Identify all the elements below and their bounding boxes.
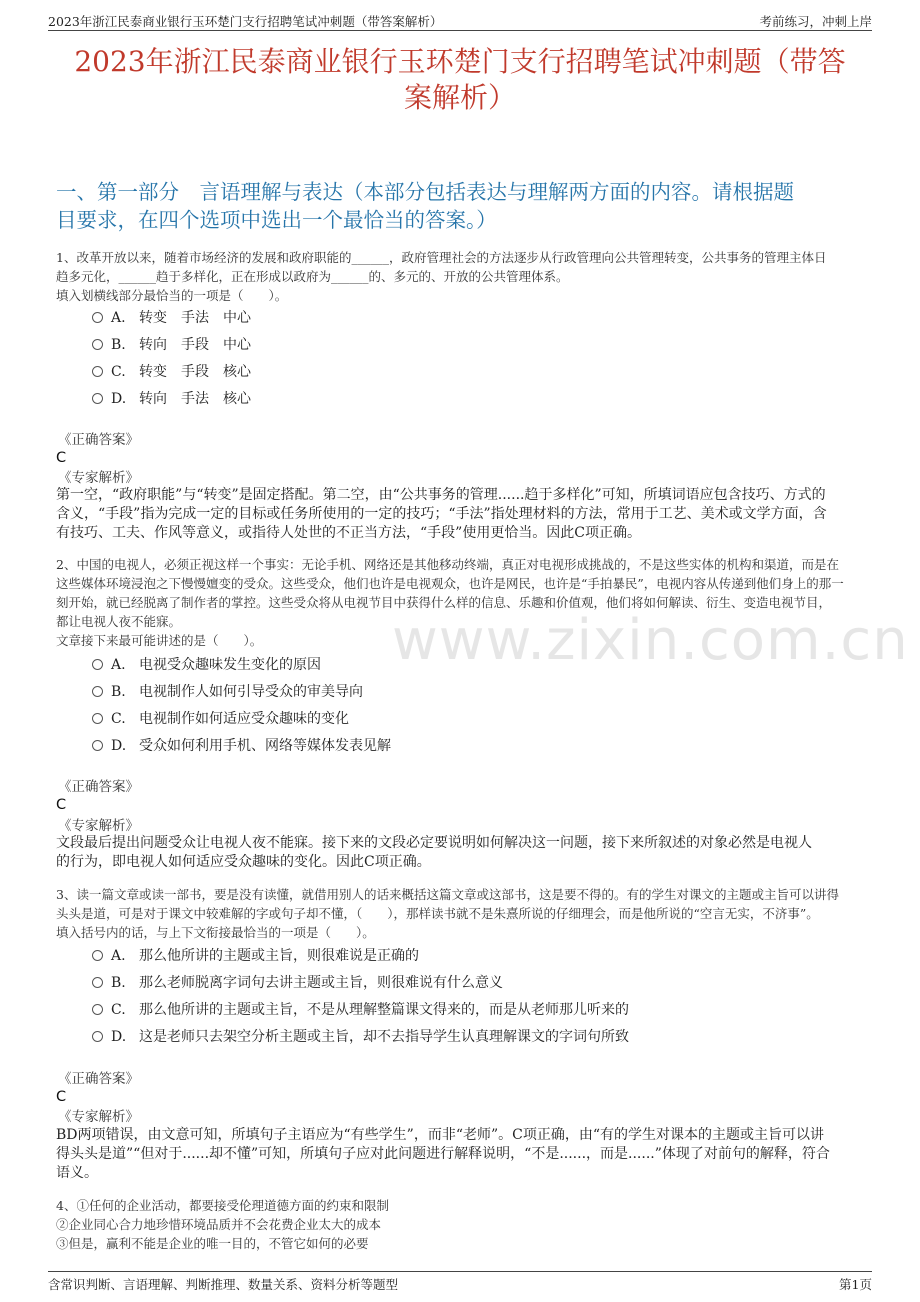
analysis-line: BD两项错误，由文意可知，所填句子主语应为“有些学生”，而非“老师”。C项正确，由“有的学生对课本的主题或主旨可以讲 [56, 1127, 825, 1143]
q2-line: 2、中国的电视人，必须正视这样一个事实：无论手机、网络还是其他移动终端，真正对电视形成挑战的，不是这些实体的机构和渠道，而是在 [56, 557, 839, 572]
radio-icon[interactable] [92, 740, 103, 751]
option-letter: A. [111, 310, 126, 326]
q4-line: 4、①任何的企业活动，都要接受伦理道德方面的约束和限制 [56, 1198, 389, 1213]
q1-line: 填入划横线部分最恰当的一项是（ ）。 [56, 288, 288, 303]
q3-line: 头头是道，可是对于课文中较难解的字或句子却不懂，（ ），那样读书就不是朱熹所说的仔细理会，而是他所说的“空言无实，不济事”。 [56, 906, 819, 921]
q1-line: 1、改革开放以来，随着市场经济的发展和政府职能的______，政府管理社会的方法逐步从行政管理向公共管理转变，公共事务的管理主体日 [56, 250, 827, 265]
q3-option-b[interactable] [92, 973, 503, 993]
q3-option-a[interactable] [92, 946, 419, 966]
q1-option-b[interactable] [92, 335, 251, 355]
option-letter: D. [111, 738, 127, 754]
q3-analysis-label: 《专家解析》 [58, 1109, 139, 1125]
section-line-2: 目要求，在四个选项中选出一个最恰当的答案。） [56, 208, 497, 232]
footer-topics: 含常识判断、言语理解、判断推理、数量关系、资料分析等题型 [48, 1277, 399, 1292]
q1-answer-label: 《正确答案》 [58, 432, 139, 448]
q3-option-d[interactable] [92, 1027, 629, 1047]
q2-line: 刻开始，就已经脱离了制作者的掌控。这些受众将从电视节目中获得什么样的信息、乐趣和价值观，他们将如何解读、衍生、变造电视节目， [56, 595, 832, 610]
question-2-stem [56, 555, 872, 650]
q3-answer: C [56, 1089, 67, 1105]
option-letter: C. [111, 711, 126, 727]
page-number: 第1页 [839, 1277, 872, 1292]
q3-analysis [56, 1126, 860, 1183]
q1-option-d[interactable] [92, 389, 251, 409]
radio-icon[interactable] [92, 977, 103, 988]
option-letter: B. [111, 337, 126, 353]
analysis-line: 文段最后提出问题受众让电视人夜不能寐。接下来的文段必定要说明如何解决这一问题，接下来所叙述的对象必然是电视人 [56, 835, 812, 851]
q3-line: 填入括号内的话，与上下文衔接最恰当的一项是（ ）。 [56, 925, 375, 940]
option-text: 转向 手段 中心 [139, 337, 251, 353]
q2-answer: C [56, 797, 67, 813]
radio-icon[interactable] [92, 393, 103, 404]
option-letter: D. [111, 391, 127, 407]
q2-answer-label: 《正确答案》 [58, 779, 139, 795]
q4-line: ②企业同心合力地珍惜环境品质并不会花费企业太大的成本 [56, 1217, 382, 1232]
option-text: 那么他所讲的主题或主旨，不是从理解整篇课文得来的，而是从老师那儿听来的 [139, 1002, 629, 1018]
q2-option-a[interactable] [92, 655, 321, 675]
title-line-2: 案解析） [403, 81, 516, 114]
analysis-line: 语义。 [56, 1165, 98, 1181]
title-line-1: 2023年浙江民泰商业银行玉环楚门支行招聘笔试冲刺题（带答 [74, 45, 846, 78]
q1-option-c[interactable] [92, 362, 251, 382]
question-1-stem [56, 248, 872, 305]
q3-line: 3、读一篇文章或读一部书，要是没有读懂，就借用别人的话来概括这篇文章或这部书，这是要不得的。有的学生对课文的主题或主旨可以讲得 [56, 887, 839, 902]
q2-option-c[interactable] [92, 709, 349, 729]
header-title: 2023年浙江民泰商业银行玉环楚门支行招聘笔试冲刺题（带答案解析） [48, 14, 443, 29]
option-text: 电视制作如何适应受众趣味的变化 [139, 711, 349, 727]
q3-answer-label: 《正确答案》 [58, 1071, 139, 1087]
q1-analysis-label: 《专家解析》 [58, 470, 139, 486]
option-text: 电视受众趣味发生变化的原因 [139, 657, 321, 673]
q4-line: ③但是，赢利不能是企业的唯一目的，不管它如何的必要 [56, 1236, 369, 1251]
q1-option-a[interactable] [92, 308, 251, 328]
q1-line: 趋多元化，______趋于多样化，正在形成以政府为______的、多元的、开放的公共管理体系。 [56, 269, 569, 284]
radio-icon[interactable] [92, 312, 103, 323]
header-slogan: 考前练习，冲刺上岸 [759, 14, 872, 29]
q2-line: 都让电视人夜不能寐。 [56, 614, 182, 629]
page-footer [48, 1271, 872, 1290]
option-letter: A. [111, 948, 126, 964]
option-letter: A. [111, 657, 126, 673]
page-header [48, 10, 872, 31]
option-letter: B. [111, 684, 126, 700]
radio-icon[interactable] [92, 1004, 103, 1015]
option-text: 转变 手法 中心 [139, 310, 251, 326]
option-text: 受众如何利用手机、网络等媒体发表见解 [139, 738, 391, 754]
analysis-line: 有技巧、工夫、作风等意义，或指待人处世的不正当方法，“手段”使用更恰当。因此C项正确。 [56, 525, 642, 541]
q1-answer: C [56, 450, 67, 466]
watermark: www.zixin.com.cn [392, 608, 909, 673]
q3-option-c[interactable] [92, 1000, 629, 1020]
document-title [40, 44, 880, 116]
analysis-line: 的行为，即电视人如何适应受众趣味的变化。因此C项正确。 [56, 854, 431, 870]
radio-icon[interactable] [92, 686, 103, 697]
radio-icon[interactable] [92, 339, 103, 350]
q2-option-b[interactable] [92, 682, 363, 702]
option-text: 电视制作人如何引导受众的审美导向 [139, 684, 363, 700]
q2-option-d[interactable] [92, 736, 391, 756]
q2-line: 这些媒体环境浸泡之下慢慢嬗变的受众。这些受众，他们也许是电视观众，也许是网民，也许是“手拍暴民”，电视内容从传递到他们身上的那一 [56, 576, 844, 591]
question-3-stem [56, 885, 872, 942]
analysis-line: 得头头是道”“但对于......却不懂”可知，所填句子应对此问题进行解释说明，“不是......，而是......”体现了对前句的解释，符合 [56, 1146, 830, 1162]
option-text: 那么老师脱离字词句去讲主题或主旨，则很难说有什么意义 [139, 975, 503, 991]
question-4-stem [56, 1196, 872, 1253]
option-letter: D. [111, 1029, 127, 1045]
radio-icon[interactable] [92, 366, 103, 377]
analysis-line: 第一空，“政府职能”与“转变”是固定搭配。第二空，由“公共事务的管理......趋于多样化”可知，所填词语应包含技巧、方式的 [56, 487, 826, 503]
analysis-line: 含义，“手段”指为完成一定的目标或任务所使用的一定的技巧；“手法”指处理材料的方法，常用于工艺、美术或文学方面，含 [56, 506, 827, 522]
q1-analysis [56, 486, 860, 543]
option-letter: B. [111, 975, 126, 991]
option-text: 那么他所讲的主题或主旨，则很难说是正确的 [139, 948, 419, 964]
radio-icon[interactable] [92, 1031, 103, 1042]
q2-analysis-label: 《专家解析》 [58, 818, 139, 834]
option-text: 这是老师只去架空分析主题或主旨，却不去指导学生认真理解课文的字词句所致 [139, 1029, 629, 1045]
option-text: 转向 手法 核心 [139, 391, 251, 407]
section-heading [56, 178, 870, 234]
option-text: 转变 手段 核心 [139, 364, 251, 380]
radio-icon[interactable] [92, 713, 103, 724]
q2-analysis [56, 834, 860, 872]
radio-icon[interactable] [92, 950, 103, 961]
radio-icon[interactable] [92, 659, 103, 670]
q2-line: 文章接下来最可能讲述的是（ ）。 [56, 633, 263, 648]
section-line-1: 一、第一部分 言语理解与表达（本部分包括表达与理解两方面的内容。请根据题 [56, 180, 794, 204]
option-letter: C. [111, 1002, 126, 1018]
option-letter: C. [111, 364, 126, 380]
